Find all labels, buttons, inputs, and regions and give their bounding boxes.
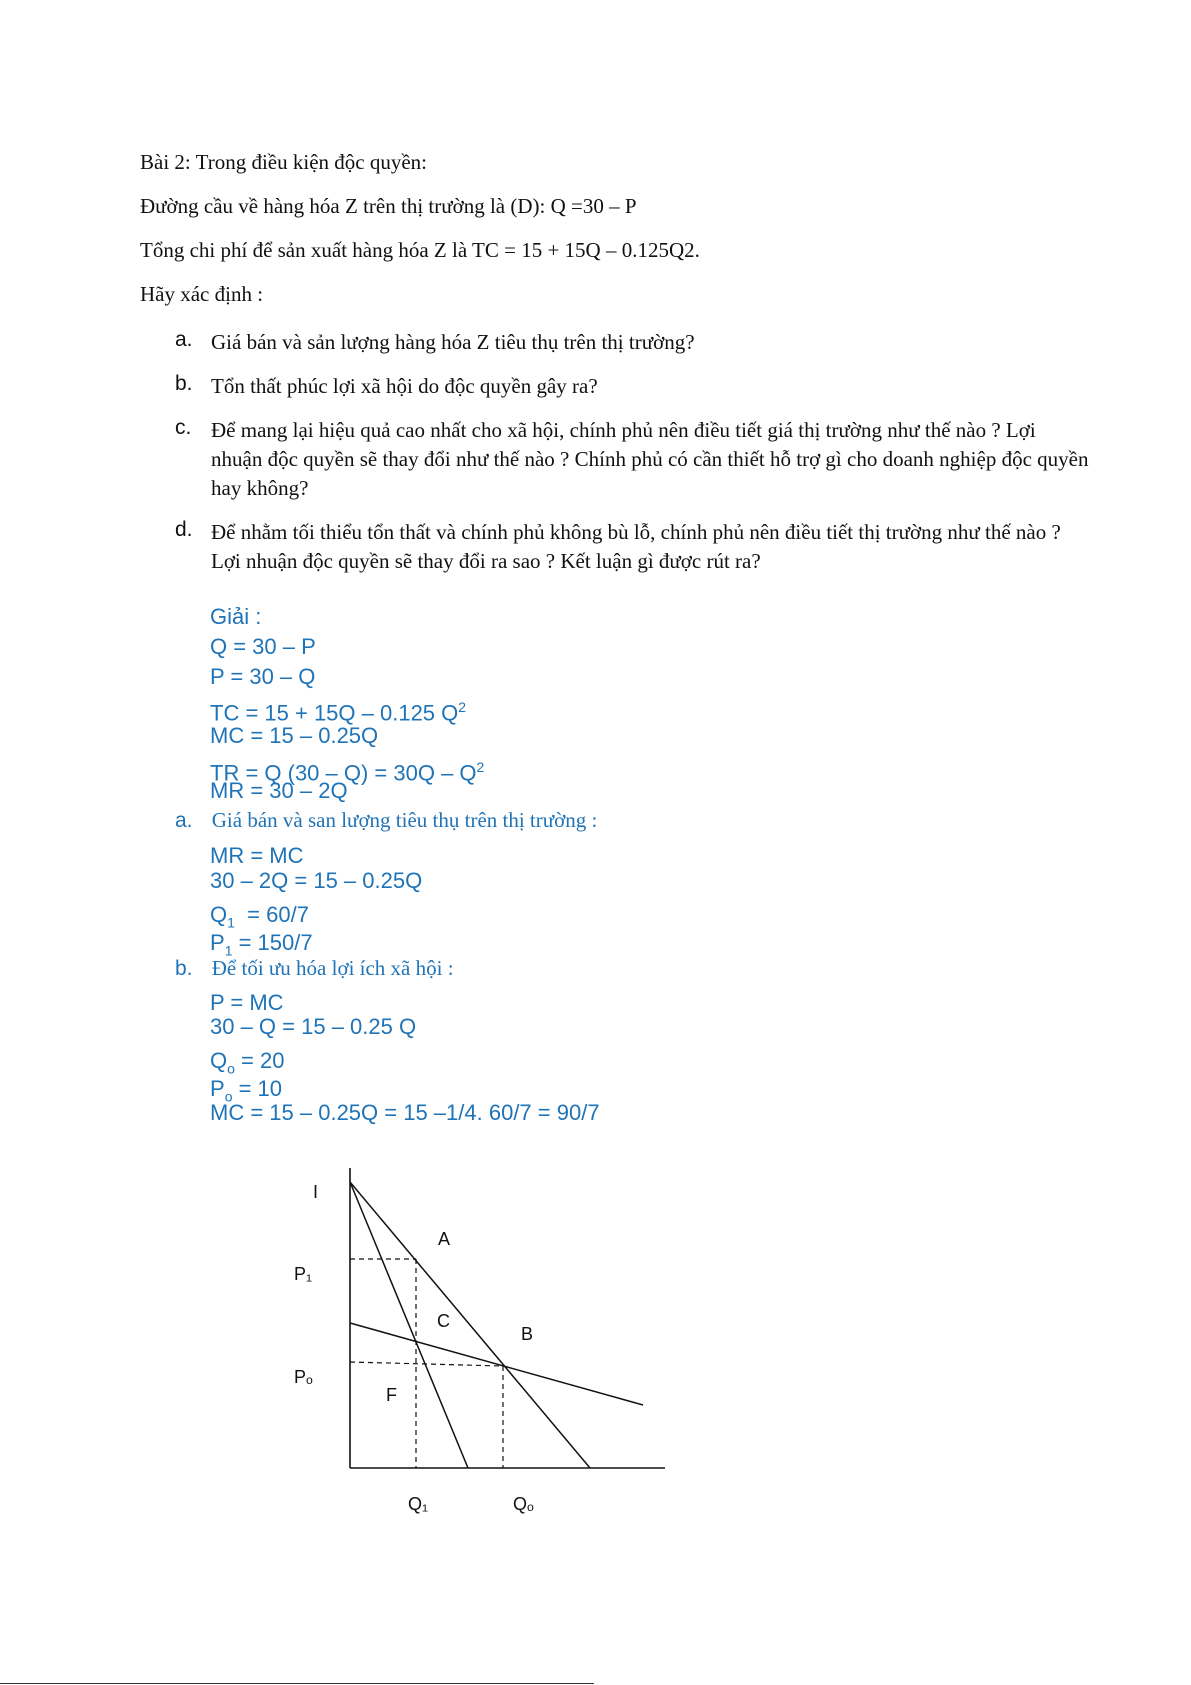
qo-label: Qₒ [513, 1494, 534, 1514]
po-value: = 10 [232, 1076, 283, 1101]
exercise-title: Bài 2: Trong điều kiện độc quyền: [140, 150, 427, 174]
mc-equation: MC = 15 – 0.25Q [210, 723, 379, 748]
instruction: Hãy xác định : [140, 282, 264, 306]
region-b-label: B [521, 1324, 534, 1344]
solution-line: 30 – Q = 15 – 0.25 Q [210, 1014, 417, 1039]
qo-value: = 20 [234, 1048, 285, 1073]
q1-symbol: Q [210, 902, 228, 927]
mr-equation: MR = 30 – 2Q [210, 778, 348, 803]
p1-value: = 150/7 [232, 930, 313, 955]
solution-line: P = 30 – Q [210, 664, 316, 689]
part-title: Giá bán và san lượng tiêu thụ trên thị trường : [211, 808, 598, 832]
q1-label: Q₁ [408, 1494, 429, 1514]
footer-divider [0, 1683, 594, 1684]
p1-symbol: P [210, 930, 225, 955]
solution-line: MC = 15 – 0.25Q = 15 –1/4. 60/7 = 90/7 [210, 1100, 600, 1125]
demand-statement: Đường cầu về hàng hóa Z trên thị trường là (D): Q =30 – P [140, 194, 637, 218]
tr-exponent: 2 [476, 759, 485, 775]
question-label: c. [175, 416, 192, 439]
region-f-label: F [386, 1385, 397, 1405]
solution-line: P = MC [210, 990, 284, 1015]
qo-subscript: o [227, 1060, 235, 1077]
p1-subscript: 1 [224, 942, 233, 959]
question-label: a. [175, 328, 193, 351]
part-label: a. [175, 809, 193, 832]
region-a-label: A [438, 1229, 451, 1249]
question-text: Tổn thất phúc lợi xã hội do độc quyền gây ra? [211, 374, 598, 398]
q1-value: = 60/7 [234, 902, 309, 927]
part-title: Để tối ưu hóa lợi ích xã hội : [211, 956, 454, 980]
solution-line: Q = 30 – P [210, 634, 316, 659]
po-symbol: P [210, 1076, 225, 1101]
qo-symbol: Q [210, 1048, 228, 1073]
question-text: Để nhằm tối thiểu tổn thất và chính phủ không bù lỗ, chính phủ nên điều tiết thị trường như thế nào ? Lợi nhuận độc quyền sẽ thay đổi ra sao ? Kết luận gì được rút ra? [211, 520, 1061, 573]
p1-label: P₁ [294, 1264, 313, 1284]
question-label: d. [175, 518, 193, 541]
tc-exponent: 2 [458, 699, 467, 715]
q1-subscript: 1 [227, 914, 235, 931]
y-axis-label: I [313, 1182, 319, 1202]
po-label: Pₒ [294, 1367, 313, 1387]
cost-statement: Tổng chi phí để sản xuất hàng hóa Z là TC = 15 + 15Q – 0.125Q2. [140, 238, 700, 262]
question-text: Giá bán và sản lượng hàng hóa Z tiêu thụ trên thị trường? [211, 330, 695, 354]
demand-curve [350, 1182, 590, 1468]
question-text: Để mang lại hiệu quả cao nhất cho xã hội, chính phủ nên điều tiết giá thị trường như thế nào ? Lợi nhuận độc quyền sẽ thay đổi như thế nào ? Chính phủ có cần thiết hỗ trợ gì cho doanh nghiệp độc quyền hay không? [211, 418, 1089, 500]
question-label: b. [175, 372, 193, 395]
solution-line: 30 – 2Q = 15 – 0.25Q [210, 868, 423, 893]
marginal-revenue-curve [350, 1182, 468, 1468]
region-c-label: C [437, 1311, 450, 1331]
solution-heading: Giải : [210, 604, 262, 629]
part-label: b. [175, 957, 193, 980]
po-subscript: o [224, 1088, 233, 1105]
tc-text: TC = 15 + 15Q – 0.125 Q [210, 700, 459, 726]
tr-text: TR = Q (30 – Q) = 30Q – Q [210, 760, 477, 786]
solution-line: MR = MC [210, 843, 304, 868]
